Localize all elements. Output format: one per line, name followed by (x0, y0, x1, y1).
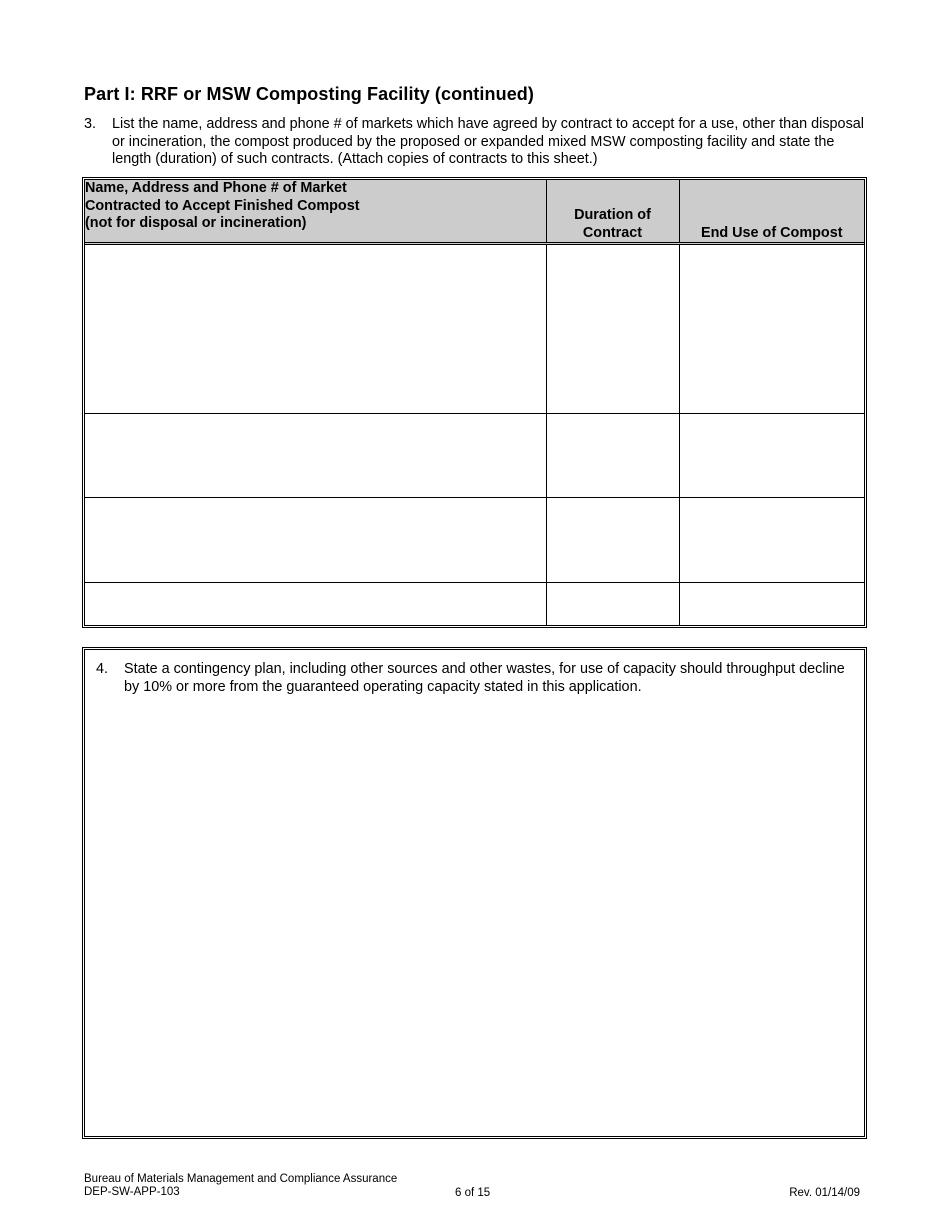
footer-bureau: Bureau of Materials Management and Compliance Assurance (84, 1173, 398, 1185)
contingency-plan-box[interactable] (82, 647, 867, 1139)
header-duration: Duration of Contract (546, 180, 679, 244)
table-row (85, 244, 864, 414)
question-4-text: State a contingency plan, including other sources and other wastes, for use of capacity should throughput decline by 10% or more from the guaranteed operating capacity stated in this application. (124, 661, 845, 695)
table-row (85, 413, 864, 498)
end-use-cell[interactable] (679, 583, 864, 625)
duration-cell[interactable] (546, 583, 679, 625)
footer-left (84, 1173, 397, 1199)
duration-cell[interactable] (546, 498, 679, 583)
duration-cell[interactable] (546, 244, 679, 414)
market-name-cell[interactable] (85, 244, 546, 414)
end-use-cell[interactable] (679, 413, 864, 498)
market-name-cell[interactable] (85, 498, 546, 583)
market-contracts-table (82, 177, 867, 628)
question-3-number: 3. (84, 116, 97, 132)
footer-page-number: 6 of 15 (455, 1187, 491, 1199)
table-row (85, 583, 864, 625)
header-end-use: End Use of Compost (679, 180, 864, 244)
footer-form-id: DEP-SW-APP-103 (84, 1186, 180, 1198)
market-name-cell[interactable] (85, 583, 546, 625)
question-3 (84, 116, 874, 169)
header-market-name: Name, Address and Phone # of Market Contracted to Accept Finished Compost (not for disposal or incineration) (85, 180, 546, 244)
question-4-number: 4. (96, 661, 109, 677)
table-header-row (85, 180, 864, 244)
footer-revision: Rev. 01/14/09 (789, 1187, 860, 1199)
market-name-cell[interactable] (85, 413, 546, 498)
end-use-cell[interactable] (679, 244, 864, 414)
table-row (85, 498, 864, 583)
end-use-cell[interactable] (679, 498, 864, 583)
page-title: Part I: RRF or MSW Composting Facility (continued) (84, 84, 534, 104)
question-3-text: List the name, address and phone # of markets which have agreed by contract to accept for a use, other than disposal or incineration, the compost produced by the proposed or expanded mixed MSW composting facility and state the length (duration) of such contracts. (Attach copies of contracts to this sheet.) (112, 116, 864, 167)
duration-cell[interactable] (546, 413, 679, 498)
